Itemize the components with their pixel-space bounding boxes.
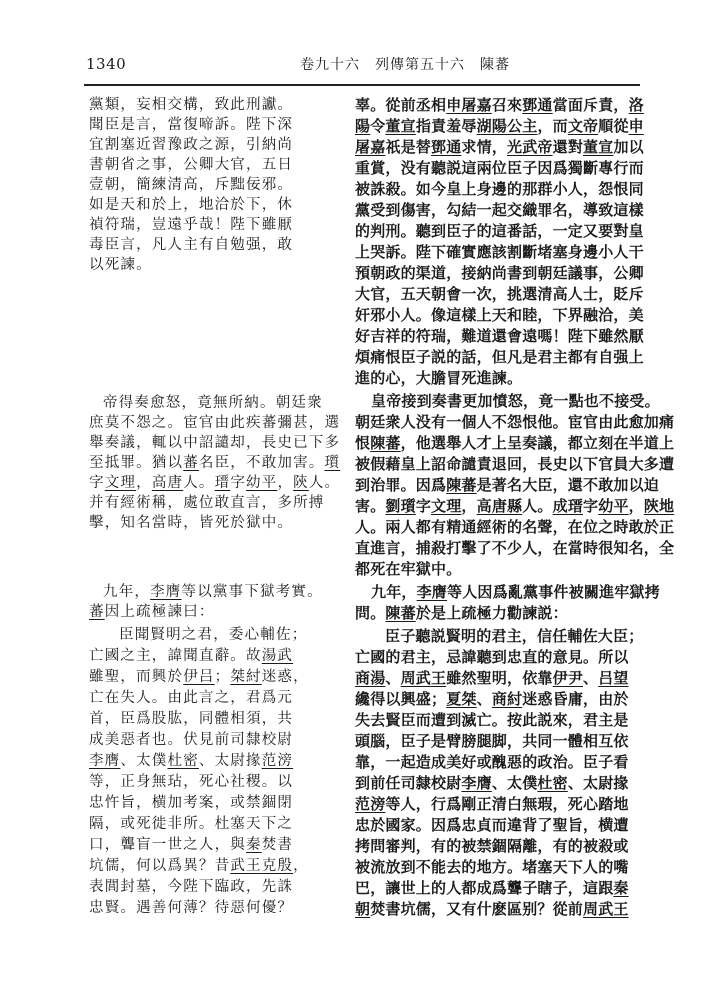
proper-noun: 瓆 xyxy=(324,455,341,471)
proper-noun: 申 xyxy=(628,117,644,135)
text-line: 等，正身無玷，死心社稷。以 xyxy=(89,774,294,790)
text-line: 到前任司隸校尉李膺、太僕杜密、太尉掾 xyxy=(355,774,629,792)
proper-noun: 文理 xyxy=(431,497,462,515)
proper-noun: 吕望 xyxy=(598,669,629,687)
proper-noun: 武 xyxy=(277,648,294,664)
text-line: 靠，一起造成美好或醜惡的政治。臣子看 xyxy=(355,753,629,771)
text-line: 預朝政的渠道，接納尚書到朝廷議事，公卿 xyxy=(355,264,644,282)
text-line: 忠忤旨，横加考案，或禁錮閉 xyxy=(89,795,294,811)
proper-noun: 湯 xyxy=(261,648,278,664)
proper-noun: 屠嘉 xyxy=(355,138,386,156)
proper-noun: 周武王 xyxy=(400,669,447,687)
text-line: 宜割塞近習豫政之源，引納尚 xyxy=(89,137,294,153)
text-line: 李膺、太僕杜密、太尉掾范滂 xyxy=(89,753,294,769)
proper-noun: 伊 xyxy=(183,669,199,685)
text-line: 首，臣爲股肱，同體相須，共 xyxy=(89,711,294,727)
proper-noun: 夏桀 xyxy=(446,690,477,708)
proper-noun: 杜密 xyxy=(167,753,199,769)
text-line: 恨陳蕃，他選舉人才上呈奏議，都立刻在半道上 xyxy=(355,434,675,452)
proper-noun: 董宣 xyxy=(583,138,614,156)
text-line: 辜。從前丞相申屠嘉召來鄧通當面斥責，洛 xyxy=(355,96,644,114)
proper-noun: 陳蕃 xyxy=(370,434,401,452)
text-line: 朝焚書坑儒，又有什麽區别？從前周武王 xyxy=(355,900,629,918)
text-line: 陽令董宣指責羞辱湖陽公主，而文帝順從申 xyxy=(355,117,644,135)
text-line: 舉奏議，輒以中詔譴却，長史已下多 xyxy=(89,435,341,451)
text-line: 頭腦，臣子是臂膀腿脚，共同一體相互依 xyxy=(355,732,629,750)
text-line: 臣聞賢明之君，委心輔佐； xyxy=(119,627,308,643)
text-line: 朝廷衆人没有一個人不怨恨他。宦官由此愈加痛 xyxy=(355,413,675,431)
text-line: 拷問審判，有的被禁錮隔離，有的被殺或 xyxy=(355,837,629,855)
text-line: 雖聖，而興於伊吕；桀紂迷惑， xyxy=(89,669,309,685)
proper-noun: 杜密 xyxy=(537,774,568,792)
text-line: 重賞，没有聽説這兩位臣子因爲獨斷專行而 xyxy=(355,159,644,177)
text-line: 被假藉皇上詔命譴責退回，長史以下官員大多遭 xyxy=(355,455,675,473)
text-line: 亡國的君主，忌諱聽到忠直的意見。所以 xyxy=(355,648,629,666)
proper-noun: 范滂 xyxy=(261,753,294,769)
header-rule xyxy=(84,84,640,86)
text-line: 上哭訴。陛下確實應該割斷堵塞身邊小人干 xyxy=(355,243,644,261)
text-line: 巴，讓世上的人都成爲聾子瞎子，這跟秦 xyxy=(355,879,629,897)
proper-noun: 湖陽公主 xyxy=(476,117,538,135)
text-line: 皇帝接到奏書更加憤怒，竟一點也不接受。 xyxy=(371,392,660,410)
text-line: 被流放到不能去的地方。堵塞天下人的嘴 xyxy=(355,858,629,876)
text-line: 煩痛恨臣子説的話，但凡是君主都有自强上 xyxy=(355,348,644,366)
proper-noun: 紂 xyxy=(246,669,262,685)
proper-noun: 朝 xyxy=(355,900,371,918)
text-line: 口，聾盲一世之人，與秦焚書 xyxy=(89,837,294,853)
text-line: 進的心，大膽冒死進諫。 xyxy=(355,369,523,387)
text-line: 被誅殺。如今皇上身邊的那群小人，怨恨同 xyxy=(355,180,644,198)
text-line: 的判刑。聽到臣子的這番話，一定又要對皇 xyxy=(355,222,644,240)
proper-noun: 陝 xyxy=(293,475,309,491)
proper-noun: 陽 xyxy=(355,117,371,135)
text-line: 忠賢。遇善何薄？待惡何優？ xyxy=(89,900,294,916)
text-line: 成美惡者也。伏見前司隸校尉 xyxy=(89,732,294,748)
proper-noun: 光武帝 xyxy=(507,138,553,156)
proper-noun: 陳蕃 xyxy=(446,476,477,494)
text-line: 大官，五天朝會一次，挑選清高人士，貶斥 xyxy=(355,285,644,303)
text-line: 到治罪。因爲陳蕃是著名大臣，還不敢加以迫 xyxy=(355,476,660,494)
text-line: 至抵罪。猶以蕃名臣，不敢加害。瓆 xyxy=(89,455,341,471)
text-line: 聞臣是言，當復啼訴。陛下深 xyxy=(89,117,294,133)
proper-noun: 鄧通 xyxy=(431,138,462,156)
text-line: 坑儒，何以爲異？昔武王克殷， xyxy=(89,858,309,874)
proper-noun: 瑨 xyxy=(214,475,231,491)
text-line: 并有經術稱，處位敢直言，多所搏 xyxy=(89,495,325,511)
proper-noun: 陝地 xyxy=(643,497,675,515)
proper-noun: 文帝 xyxy=(567,117,599,135)
text-line: 禎符瑞，豈遠乎哉！陛下雖厭 xyxy=(89,217,294,233)
proper-noun: 幼平 xyxy=(598,497,629,515)
text-line: 害。劉瓆字文理，高唐縣人。成瑨字幼平，陝地 xyxy=(355,497,675,515)
text-line: 黨類，妄相交構，致此刑讞。 xyxy=(89,97,294,113)
proper-noun: 商湯 xyxy=(355,669,386,687)
proper-noun: 陳蕃 xyxy=(385,604,416,622)
text-line: 毒臣言，凡人主有自勉强，敢 xyxy=(89,237,294,253)
proper-noun: 洛 xyxy=(628,96,644,114)
proper-noun: 李膺 xyxy=(416,583,448,601)
text-line: 書朝省之事，公卿大官，五日 xyxy=(89,157,294,173)
text-line: 都死在牢獄中。 xyxy=(355,560,462,578)
proper-noun: 李膺 xyxy=(461,774,492,792)
proper-noun: 桀 xyxy=(230,669,247,685)
text-line: 庶莫不怨之。宦官由此疾蕃彌甚，選 xyxy=(89,415,341,431)
text-line: 范滂等人，行爲剛正清白無瑕，死心踏地 xyxy=(355,795,629,813)
text-line: 問。陳蕃於是上疏極力勸諫説： xyxy=(355,604,568,622)
text-line: 蕃因上疏極諫曰： xyxy=(89,604,215,620)
text-line: 直進言，捕殺打擊了不少人，在當時很知名，全 xyxy=(355,539,675,557)
text-line: 壹朝，簡練清高，斥黜佞邪。 xyxy=(89,177,294,193)
text-line: 黨受到傷害，勾結一起交織罪名，導致這樣 xyxy=(355,201,644,219)
proper-noun: 伊尹 xyxy=(552,669,584,687)
proper-noun: 幼平 xyxy=(246,475,278,491)
proper-noun: 周武王 xyxy=(583,900,629,918)
text-line: 臣子聽説賢明的君主，信任輔佐大臣； xyxy=(385,627,644,645)
text-line: 擊，知名當時，皆死於獄中。 xyxy=(89,515,294,531)
proper-noun: 秦 xyxy=(246,837,262,853)
proper-noun: 范滂 xyxy=(355,795,386,813)
proper-noun: 商紂 xyxy=(491,690,523,708)
text-line: 九年，李膺等人因爲亂黨事件被關進牢獄拷 xyxy=(371,583,660,601)
text-line: 屠嘉祇是替鄧通求情，光武帝還對董宣加以 xyxy=(355,138,644,156)
text-line: 奸邪小人。像這樣上天和睦，下界融洽，美 xyxy=(355,306,644,324)
proper-noun: 文理 xyxy=(104,475,137,491)
proper-noun: 吕 xyxy=(198,669,215,685)
text-line: 好吉祥的符瑞，難道還會遠嗎！陛下雖然厭 xyxy=(355,327,644,345)
text-line: 以死諫。 xyxy=(89,257,152,273)
proper-noun: 蕃 xyxy=(89,604,105,620)
proper-noun: 高唐縣 xyxy=(476,497,523,515)
proper-noun: 申屠嘉 xyxy=(446,96,492,114)
page-header xyxy=(0,0,716,90)
proper-noun: 高唐 xyxy=(151,475,184,491)
running-title: 卷九十六 列傳第五十六 陳蕃 xyxy=(300,57,510,73)
text-line: 九年，李膺等以黨事下獄考實。 xyxy=(103,584,323,600)
proper-noun: 成瑨 xyxy=(552,497,584,515)
text-line: 忠於國家。因爲忠貞而違背了聖旨，横遭 xyxy=(355,816,629,834)
text-line: 表閭封墓，今陛下臨政，先誅 xyxy=(89,879,294,895)
proper-noun: 劉瓆 xyxy=(385,497,416,515)
text-line: 纔得以興盛；夏桀、商紂迷惑昏庸，由於 xyxy=(355,690,629,708)
text-line: 失去賢臣而遭到滅亡。按此説來，君主是 xyxy=(355,711,629,729)
proper-noun: 董宣 xyxy=(385,117,416,135)
text-line: 字文理，高唐人。瑨字幼平，陝人。 xyxy=(89,475,341,491)
proper-noun: 李膺 xyxy=(89,753,121,769)
text-line: 隔，或死徙非所。杜塞天下之 xyxy=(89,816,294,832)
proper-noun: 鄧通 xyxy=(522,96,553,114)
text-line: 亡國之主，諱聞直辭。故湯武 xyxy=(89,648,294,664)
proper-noun: 蕃 xyxy=(183,455,199,471)
proper-noun: 克殷 xyxy=(261,858,294,874)
page-number: 1340 xyxy=(86,55,127,73)
proper-noun: 武王 xyxy=(230,858,262,874)
text-line: 帝得奏愈怒，竟無所納。朝廷衆 xyxy=(103,395,323,411)
proper-noun: 秦 xyxy=(613,879,629,897)
text-line: 人。兩人都有精通經術的名聲，在位之時敢於正 xyxy=(355,518,675,536)
proper-noun: 李膺 xyxy=(150,584,182,600)
text-line: 亡在失人。由此言之，君爲元 xyxy=(89,690,294,706)
text-line: 如是天和於上，地洽於下，休 xyxy=(89,197,294,213)
text-line: 商湯、周武王雖然聖明，依靠伊尹、吕望 xyxy=(355,669,629,687)
